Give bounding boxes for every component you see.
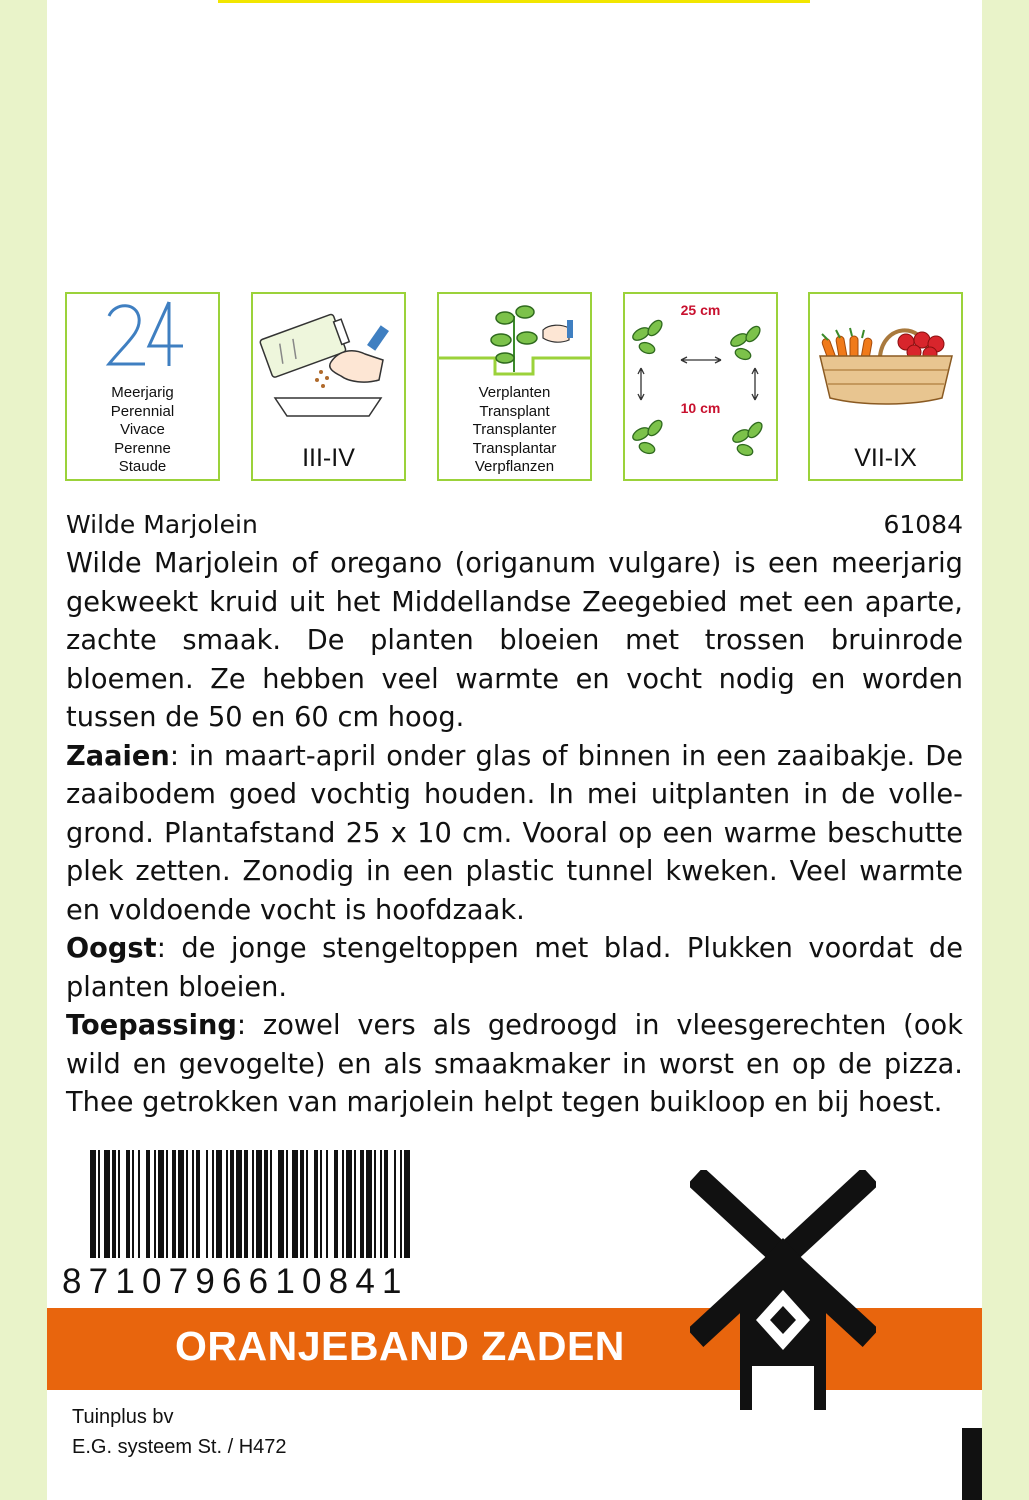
- transplant-line: Transplant: [479, 402, 550, 420]
- barcode-bar: [342, 1150, 344, 1258]
- barcode-bar: [132, 1150, 134, 1258]
- barcode-bar: [186, 1150, 188, 1258]
- barcode-bar: [300, 1150, 304, 1258]
- barcode-bar: [206, 1150, 208, 1258]
- barcode-bar: [196, 1150, 200, 1258]
- harvest-months: VII-IX: [854, 444, 917, 472]
- barcode-bar: [146, 1150, 150, 1258]
- barcode-bar: [374, 1150, 376, 1258]
- barcode-bar: [326, 1150, 328, 1258]
- barcode-bar: [380, 1150, 382, 1258]
- barcode-bar: [354, 1150, 356, 1258]
- barcode-bar: [158, 1150, 164, 1258]
- row-spacing-label: 25 cm: [680, 302, 721, 318]
- barcode-bar: [244, 1150, 248, 1258]
- barcode-bar: [394, 1150, 396, 1258]
- barcode-bar: [278, 1150, 284, 1258]
- barcode-bar: [306, 1150, 308, 1258]
- barcode-bar: [230, 1150, 234, 1258]
- perennial-icon-box: [65, 292, 220, 481]
- barcode-bar: [384, 1150, 388, 1258]
- perennial-line: Staude: [118, 458, 167, 475]
- product-description: [66, 545, 963, 1123]
- edge-marker: [962, 1428, 982, 1500]
- harvest-heading: Oogst: [66, 933, 157, 964]
- barcode-bar: [104, 1150, 110, 1258]
- barcode-bar: [138, 1150, 140, 1258]
- barcode-bar: [360, 1150, 364, 1258]
- barcode-bar: [314, 1150, 318, 1258]
- barcode-bar: [118, 1150, 120, 1258]
- perennial-line: Vivace: [120, 421, 165, 438]
- barcode-bar: [226, 1150, 228, 1258]
- barcode-bar: [154, 1150, 156, 1258]
- perennial-line: Perennial: [110, 402, 175, 420]
- transplant-line: Verpflanzen: [474, 458, 555, 475]
- plant-spacing-icon: [625, 294, 776, 479]
- barcode-bar: [252, 1150, 254, 1258]
- use-heading: Toepassing: [66, 1010, 237, 1041]
- barcode-bar: [90, 1150, 96, 1258]
- transplant-caption: [439, 384, 590, 477]
- harvest-text: : de jonge stengeltoppen met blad. Plukken voordat de planten bloeien.: [66, 933, 963, 1003]
- barcode-bar: [400, 1150, 402, 1258]
- transplant-icon-box: [437, 292, 592, 481]
- barcode-bar: [256, 1150, 262, 1258]
- barcode-bar: [98, 1150, 100, 1258]
- sowing-months: III-IV: [302, 444, 355, 472]
- barcode-bar: [166, 1150, 168, 1258]
- barcode-number: 8710796610841: [62, 1262, 409, 1301]
- product-code: 61084: [883, 510, 963, 539]
- brand-name: ORANJEBAND ZADEN: [175, 1323, 625, 1369]
- transplant-line: Transplantar: [472, 439, 557, 457]
- perennial-caption: [67, 384, 218, 477]
- harvest-paragraph: [66, 930, 963, 1007]
- barcode-bar: [264, 1150, 268, 1258]
- barcode-bar: [236, 1150, 242, 1258]
- perennial-line: Meerjarig: [111, 384, 174, 401]
- top-color-strip: [218, 0, 810, 3]
- sowing-text: : in maart-april onder glas of binnen in een zaaibakje. De zaaibodem goed vochtig houden. In mei uitplanten in de volle-grond. Plantafstand 25 x 10 cm. Vooral op een warme beschutte plek zetten. Zonodig in een plastic tunnel kweken. Veel warmte en voldoende vocht is hoofdzaak.: [66, 740, 963, 926]
- barcode-bar: [216, 1150, 222, 1258]
- certification-text: E.G. systeem St. / H472: [72, 1436, 287, 1458]
- transplant-line: Transplanter: [472, 421, 557, 438]
- barcode-bar: [286, 1150, 288, 1258]
- sowing-icon-box: [251, 292, 406, 481]
- barcode-bar: [346, 1150, 352, 1258]
- barcode-bar: [366, 1150, 372, 1258]
- barcode-bar: [126, 1150, 130, 1258]
- sowing-heading: Zaaien: [66, 740, 170, 772]
- sowing-paragraph: [66, 738, 963, 931]
- product-title: Wilde Marjolein: [66, 510, 258, 539]
- spacing-icon-box: [623, 292, 778, 481]
- barcode-bar: [404, 1150, 410, 1258]
- transplant-line: Verplanten: [478, 384, 551, 401]
- use-paragraph: [66, 1007, 963, 1123]
- barcode-bar: [178, 1150, 184, 1258]
- barcode-bar: [172, 1150, 176, 1258]
- barcode-bar: [334, 1150, 338, 1258]
- barcode-bar: [292, 1150, 298, 1258]
- use-text: : zowel vers als gedroogd in vleesgerechten (ook wild en gevogelte) en als smaakmaker in worst en op de pizza. Thee getrokken van marjolein helpt tegen buikloop en bij hoest.: [66, 1010, 963, 1118]
- intro-paragraph: Wilde Marjolein of oregano (origanum vulgare) is een meerjarig gekweekt kruid uit het Middellandse Zeegebied met een aparte, zachte smaak. De planten bloeien met trossen bruinrode bloemen. Ze hebben veel warmte en vocht nodig en worden tussen de 50 en 60 cm hoog.: [66, 548, 963, 733]
- harvest-icon-box: [808, 292, 963, 481]
- plant-spacing-label: 10 cm: [680, 400, 721, 416]
- windmill-logo: [690, 1170, 876, 1410]
- barcode-bar: [320, 1150, 322, 1258]
- barcode-bar: [270, 1150, 272, 1258]
- barcode-bar: [212, 1150, 214, 1258]
- company-info: [72, 1402, 287, 1462]
- company-name: Tuinplus bv: [72, 1406, 174, 1428]
- barcode-bar: [112, 1150, 116, 1258]
- perennial-line: Perenne: [114, 439, 171, 457]
- barcode-bar: [192, 1150, 194, 1258]
